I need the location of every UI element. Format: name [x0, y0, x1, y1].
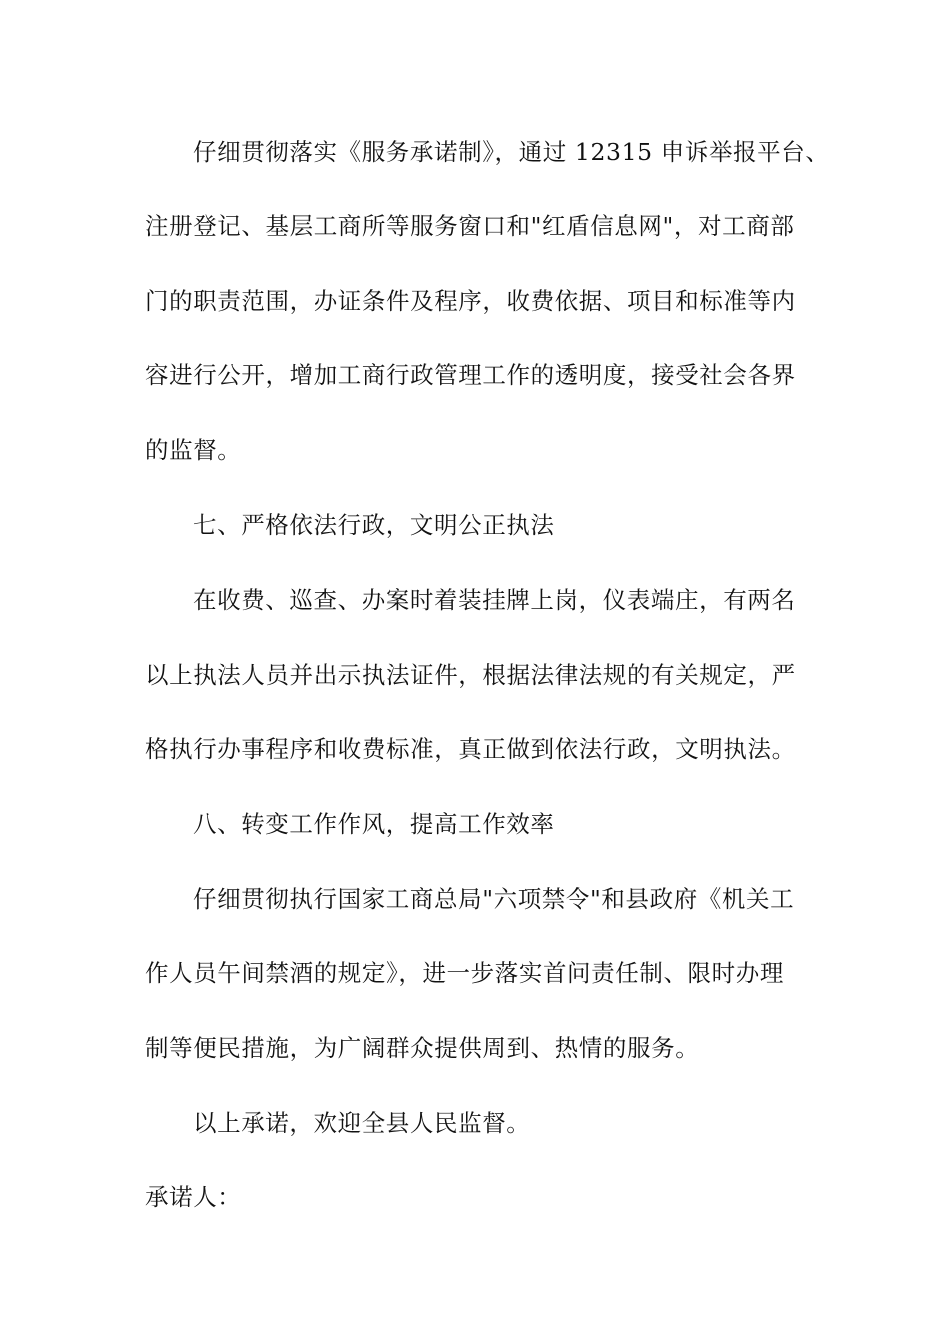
- paragraph-line: 容进行公开，增加工商行政管理工作的透明度，接受社会各界: [145, 361, 796, 389]
- paragraph-line: 的监督。: [145, 436, 242, 464]
- paragraph-line: 格执行办事程序和收费标准，真正做到依法行政，文明执法。: [145, 735, 796, 763]
- paragraph-line: 制等便民措施，为广阔群众提供周到、热情的服务。: [145, 1034, 700, 1062]
- paragraph-line: 在收费、巡查、办案时着装挂牌上岗，仪表端庄，有两名: [193, 586, 796, 614]
- paragraph-line: 作人员午间禁酒的规定》，进一步落实首问责任制、限时办理: [145, 959, 784, 987]
- section-heading: 八、转变工作作风，提高工作效率: [193, 810, 555, 838]
- paragraph-line: 以上执法人员并出示执法证件，根据法律法规的有关规定，严: [145, 661, 796, 689]
- paragraph-line: 仔细贯彻执行国家工商总局"六项禁令"和县政府《机关工: [193, 885, 795, 913]
- paragraph-line: 门的职责范围，办证条件及程序，收费依据、项目和标准等内: [145, 287, 796, 315]
- paragraph-line: 仔细贯彻落实《服务承诺制》，通过 12315 申诉举报平台、: [193, 138, 830, 166]
- signatory-label: 承诺人：: [145, 1183, 242, 1211]
- paragraph-line: 注册登记、基层工商所等服务窗口和"红盾信息网"，对工商部: [145, 212, 795, 240]
- section-heading: 七、严格依法行政，文明公正执法: [193, 511, 555, 539]
- closing-statement: 以上承诺，欢迎全县人民监督。: [193, 1109, 531, 1137]
